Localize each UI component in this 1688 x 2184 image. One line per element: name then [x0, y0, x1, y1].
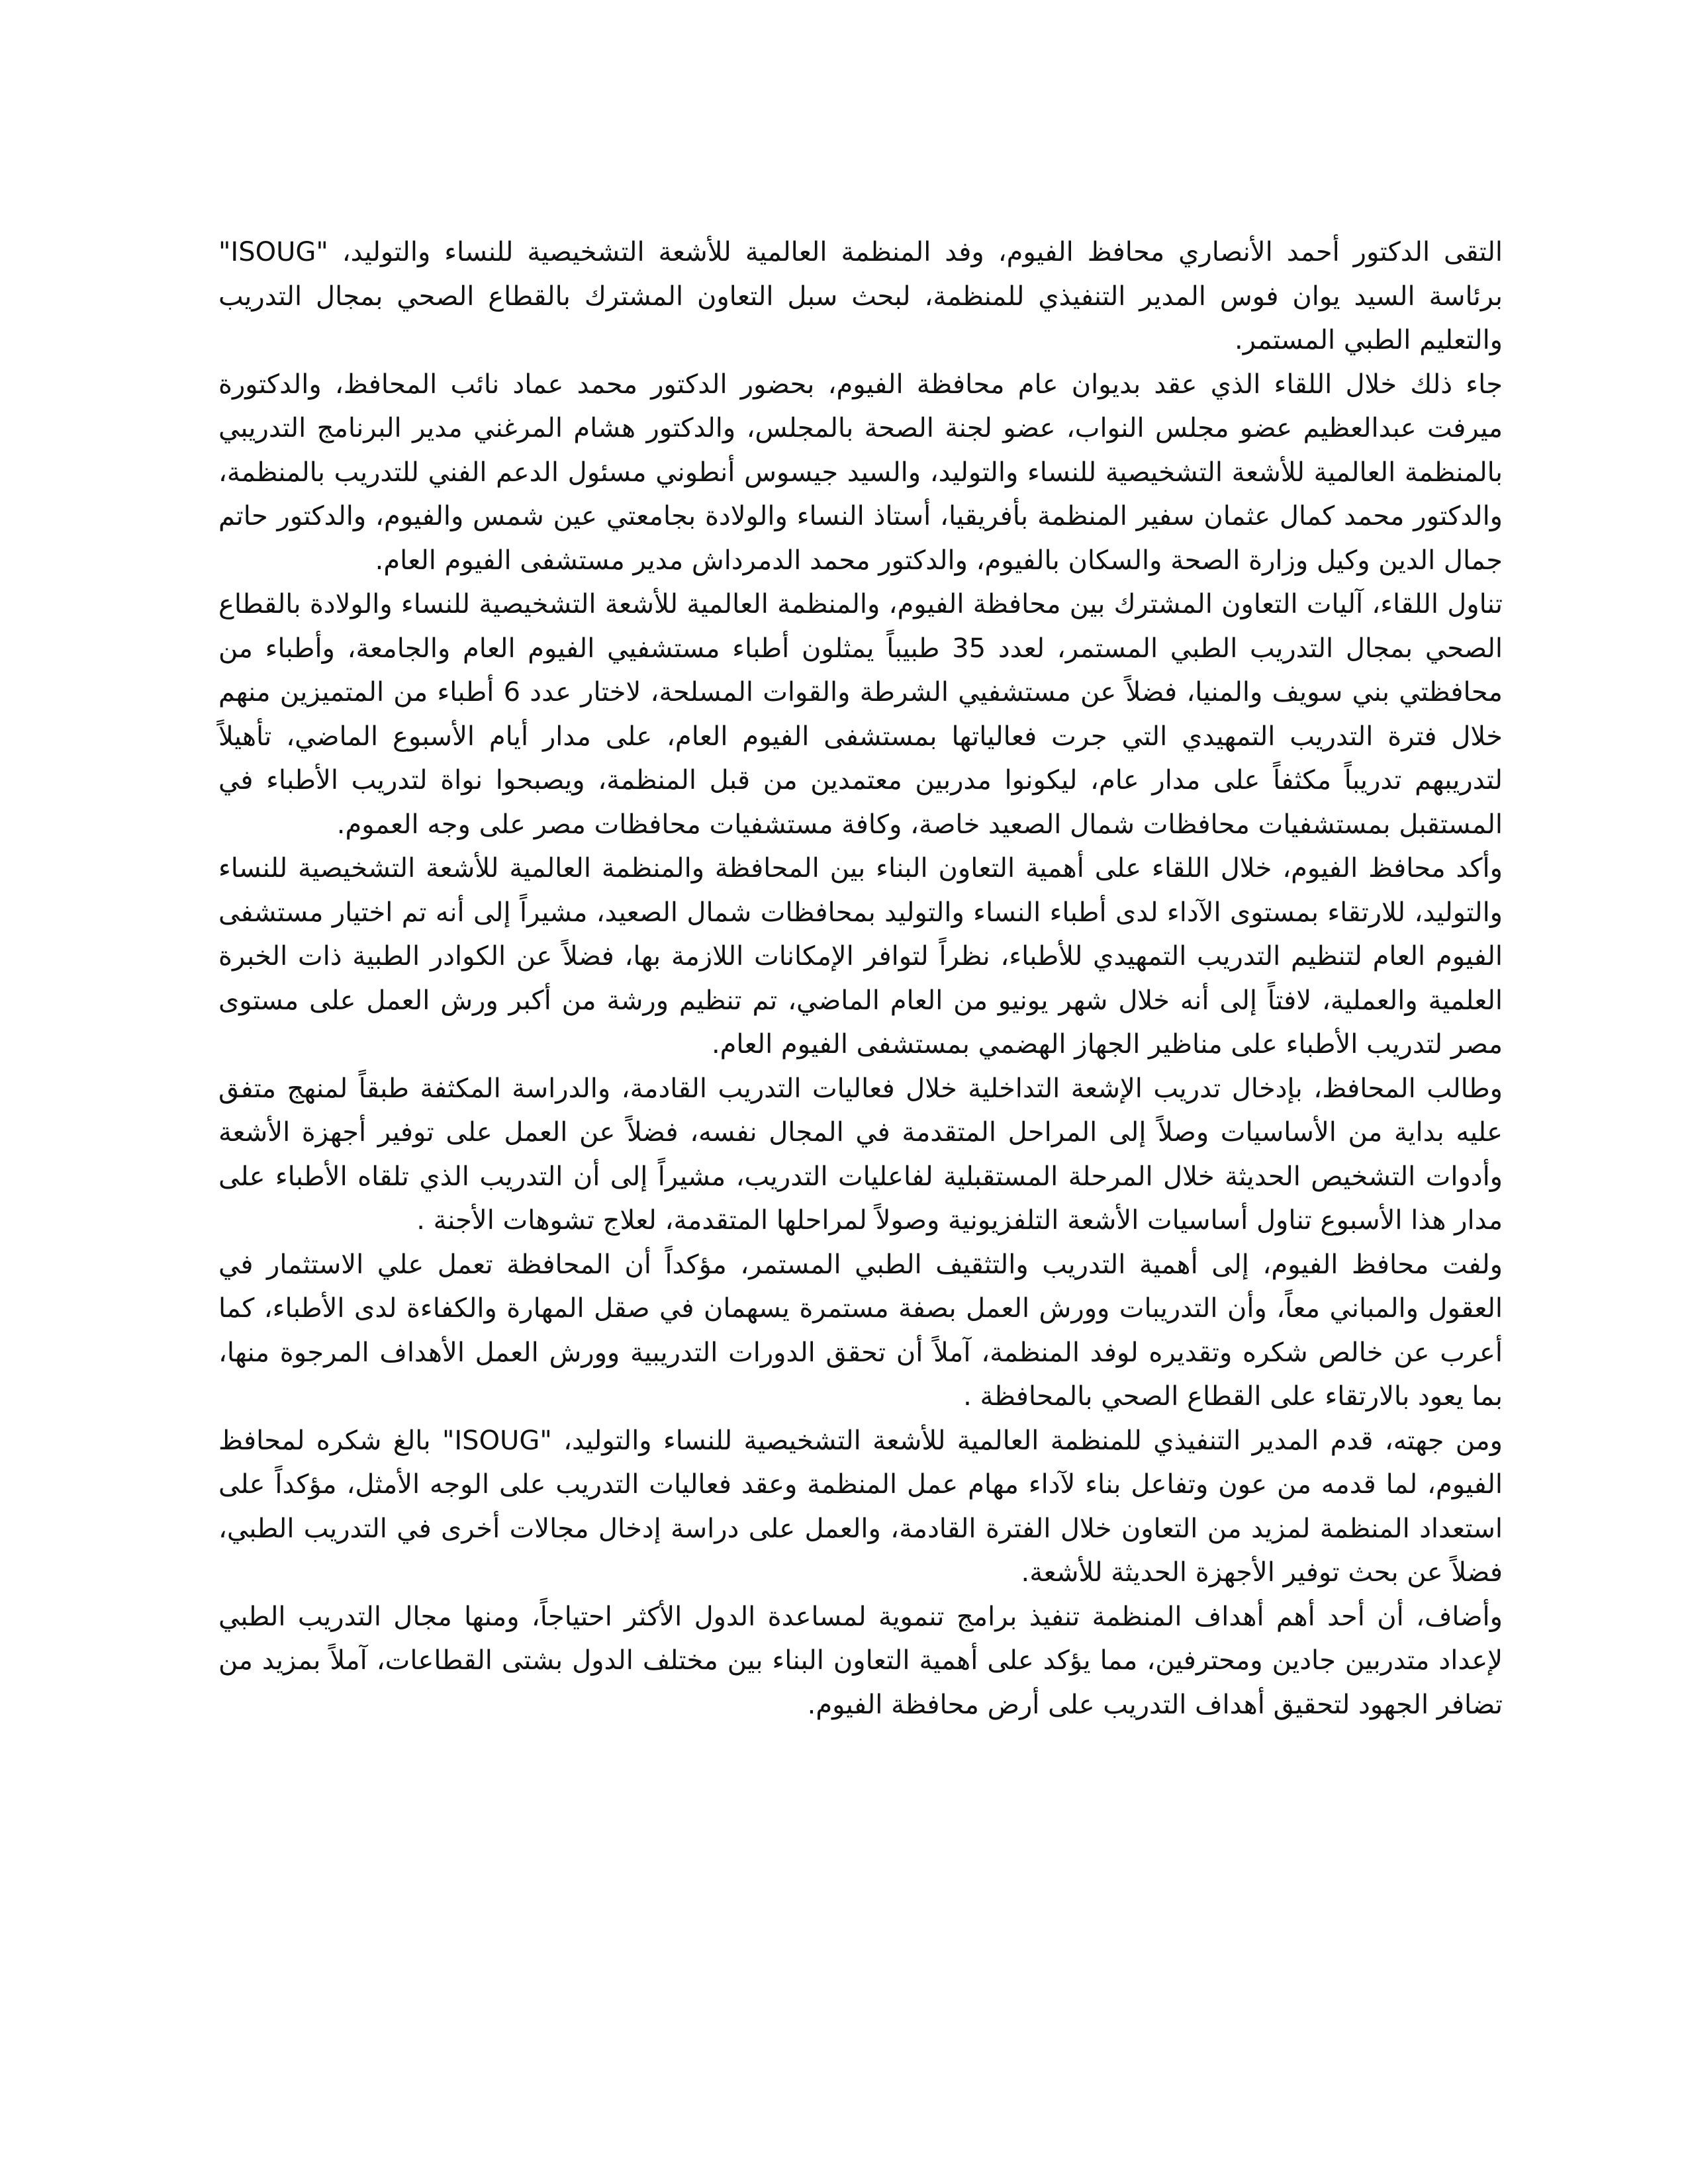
paragraph-governor-emphasis: وأكد محافظ الفيوم، خلال اللقاء على أهمية التعاون البناء بين المحافظة والمنظمة العالمية للأشعة التشخيصية للنساء والتوليد، للارتقاء بمستوى الآداء لدى أطباء النساء والتوليد بمحافظات شمال الصعيد، مشيراً إلى أنه تم اختيار مستشفى الفيوم العام لتنظيم التدريب التمهيدي للأطباء، نظراً لتوافر الإمكانات اللازمة بها، فضلاً عن الكوادر الطبية ذات الخبرة العلمية والعملية، لافتاً إلى أنه خلال شهر يونيو من العام الماضي، تم تنظيم ورشة من أكبر ورش العمل على مستوى مصر لتدريب الأطباء على مناظير الجهاز الهضمي بمستشفى الفيوم العام.	[218, 853, 1503, 1060]
paragraph-organization-goals: وأضاف، أن أحد أهم أهداف المنظمة تنفيذ برامج تنموية لمساعدة الدول الأكثر احتياجاً، ومنها مجال التدريب الطبي لإعداد متدربين جادين ومحترفين، مما يؤكد على أهمية التعاون البناء بين مختلف الدول بشتى القطاعات، آملاً بمزيد من تضافر الجهود لتحقيق أهداف التدريب على أرض محافظة الفيوم.	[218, 1601, 1503, 1720]
paragraph-attendees: جاء ذلك خلال اللقاء الذي عقد بديوان عام محافظة الفيوم، بحضور الدكتور محمد عماد نائب المحافظ، والدكتورة ميرفت عبدالعظيم عضو مجلس النواب، عضو لجنة الصحة بالمجلس، والدكتور هشام المرغني مدير البرنامج التدريبي بالمنظمة العالمية للأشعة التشخيصية للنساء والتوليد، والسيد جيسوس أنطوني مسئول الدعم الفني للتدريب بالمنظمة، والدكتور محمد كمال عثمان سفير المنظمة بأفريقيا، أستاذ النساء والولادة بجامعتي عين شمس والفيوم، والدكتور حاتم جمال الدين وكيل وزارة الصحة والسكان بالفيوم، والدكتور محمد الدمرداش مدير مستشفى الفيوم العام.	[218, 369, 1503, 576]
paragraph-training-importance: ولفت محافظ الفيوم، إلى أهمية التدريب والتثقيف الطبي المستمر، مؤكداً أن المحافظة تعمل علي الاستثمار في العقول والمباني معاً، وأن التدريبات وورش العمل بصفة مستمرة يسهمان في صقل المهارة والكفاءة لدى الأطباء، كما أعرب عن خالص شكره وتقديره لوفد المنظمة، آملاً أن تحقق الدورات التدريبية وورش العمل الأهداف المرجوة منها، بما يعود بالارتقاء على القطاع الصحي بالمحافظة .	[218, 1249, 1503, 1412]
document-page	[218, 230, 1503, 1978]
paragraph-meeting-intro: التقى الدكتور أحمد الأنصاري محافظ الفيوم، وفد المنظمة العالمية للأشعة التشخيصية للنساء والتوليد، "ISOUG" برئاسة السيد يوان فوس المدير التنفيذي للمنظمة، لبحث سبل التعاون المشترك بالقطاع الصحي بمجال التدريب والتعليم الطبي المستمر.	[218, 237, 1503, 355]
paragraph-director-thanks: ومن جهته، قدم المدير التنفيذي للمنظمة العالمية للأشعة التشخيصية للنساء والتوليد، "ISOUG" بالغ شكره لمحافظ الفيوم، لما قدمه من عون وتفاعل بناء لآداء مهام عمل المنظمة وعقد فعاليات التدريب على الوجه الأمثل، مؤكداً على استعداد المنظمة لمزيد من التعاون خلال الفترة القادمة، والعمل على دراسة إدخال مجالات أخرى في التدريب الطبي، فضلاً عن بحث توفير الأجهزة الحديثة للأشعة.	[218, 1425, 1503, 1588]
paragraph-cooperation-mechanisms: تناول اللقاء، آليات التعاون المشترك بين محافظة الفيوم، والمنظمة العالمية للأشعة التشخيصية للنساء والولادة بالقطاع الصحي بمجال التدريب الطبي المستمر، لعدد 35 طبيباً يمثلون أطباء مستشفيي الفيوم العام والجامعة، وأطباء من محافظتي بني سويف والمنيا، فضلاً عن مستشفيي الشرطة والقوات المسلحة، لاختار عدد 6 أطباء من المتميزين منهم خلال فترة التدريب التمهيدي التي جرت فعالياتها بمستشفى الفيوم العام، على مدار أيام الأسبوع الماضي، تأهيلاً لتدريبهم تدريباً مكثفاً على مدار عام، ليكونوا مدربين معتمدين من قبل المنظمة، ويصبحوا نواة لتدريب الأطباء في المستقبل بمستشفيات محافظات شمال الصعيد خاصة، وكافة مستشفيات محافظات مصر على وجه العموم.	[218, 589, 1503, 840]
paragraph-governor-requests: وطالب المحافظ، بإدخال تدريب الإشعة التداخلية خلال فعاليات التدريب القادمة، والدراسة المكثفة طبقاً لمنهج متفق عليه بداية من الأساسيات وصلاً إلى المراحل المتقدمة في المجال نفسه، فضلاً عن العمل على توفير أجهزة الأشعة وأدوات التشخيص الحديثة خلال المرحلة المستقبلية لفاعليات التدريب، مشيراً إلى أن التدريب الذي تلقاه الأطباء على مدار هذا الأسبوع تناول أساسيات الأشعة التلفزيونية وصولاً لمراحلها المتقدمة، لعلاج تشوهات الأجنة .	[218, 1073, 1503, 1236]
